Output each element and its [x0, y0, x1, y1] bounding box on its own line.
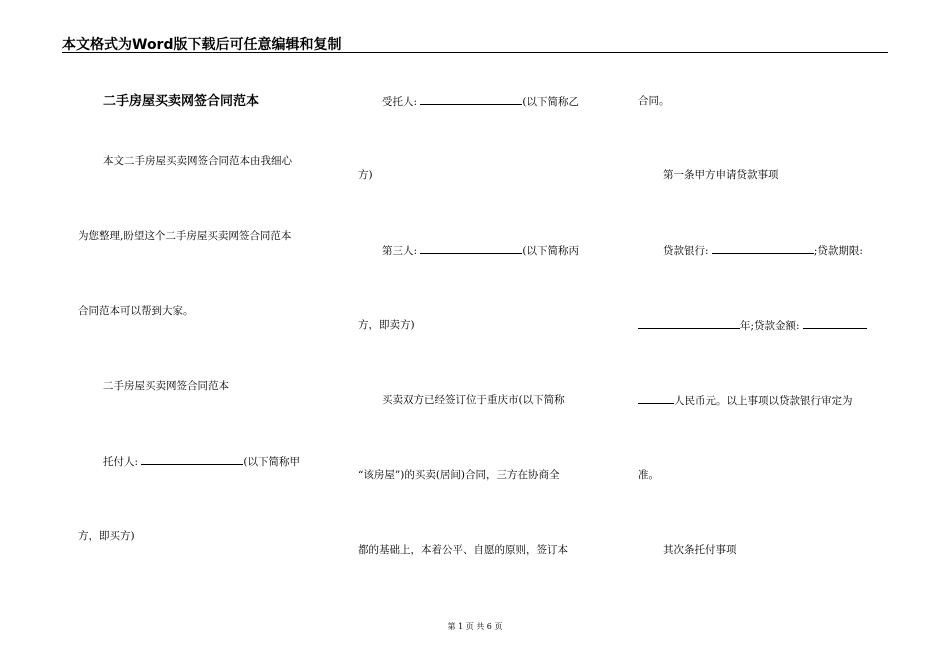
- article-2-heading: 其次条托付事项: [663, 544, 737, 556]
- document-title: 二手房屋买卖网签合同范本: [103, 94, 260, 109]
- body-line-3: 都的基础上，本着公平、自愿的原则，签订本: [358, 544, 568, 556]
- third-party-line: [382, 243, 579, 258]
- article-1-heading: 第一条甲方申请贷款事项: [663, 169, 779, 181]
- loan-term-line: [638, 318, 867, 333]
- loan-amount-blank: [803, 318, 867, 329]
- loan-term-label: ;贷款期限:: [813, 245, 863, 257]
- page-number-footer: 第 1 页 共 6 页: [447, 622, 503, 631]
- approval-end-line: 准。: [638, 469, 659, 481]
- body-line-1: 买卖双方已经签订位于重庆市(以下简称: [382, 394, 565, 406]
- intro-line-2: 为您整理,盼望这个二手房屋买卖网签合同范本: [78, 230, 292, 242]
- section-heading: 二手房屋买卖网签合同范本: [103, 380, 229, 392]
- intro-line-3: 合同范本可以帮到大家。: [78, 305, 194, 317]
- loan-bank-line: [663, 243, 863, 258]
- third-party-label: 第三人:: [382, 245, 418, 257]
- entrusting-party-end: 方，即买方): [78, 530, 135, 542]
- trustee-blank: [420, 94, 522, 105]
- third-party-blank: [420, 243, 522, 254]
- trustee-line: [382, 94, 579, 109]
- document-header: 本文格式为Word版下载后可任意编辑和复制: [62, 37, 342, 53]
- loan-bank-blank: [712, 243, 814, 254]
- loan-term-blank: [638, 318, 740, 329]
- intro-line-1: 本文二手房屋买卖网签合同范本由我细心: [103, 155, 292, 167]
- contract-end-line: 合同。: [638, 95, 670, 107]
- third-party-suffix: (以下简称丙: [522, 245, 579, 257]
- trustee-end: 方): [358, 169, 373, 181]
- body-line-2: “该房屋”)的买卖(居间)合同，三方在协商全: [358, 469, 560, 481]
- trustee-suffix: (以下简称乙: [522, 96, 579, 108]
- third-party-end: 方，即卖方): [358, 319, 415, 331]
- entrusting-party-suffix: (以下简称甲: [243, 456, 300, 468]
- loan-bank-label: 贷款银行:: [663, 245, 709, 257]
- loan-amount-blank-2: [638, 393, 674, 404]
- loan-amount-line: [638, 393, 853, 408]
- entrusting-party-label: 托付人:: [103, 456, 139, 468]
- trustee-label: 受托人:: [382, 96, 418, 108]
- loan-amount-text: 人民币元。以上事项以贷款银行审定为: [674, 395, 853, 407]
- loan-amount-label: 年;贷款金额:: [740, 320, 800, 332]
